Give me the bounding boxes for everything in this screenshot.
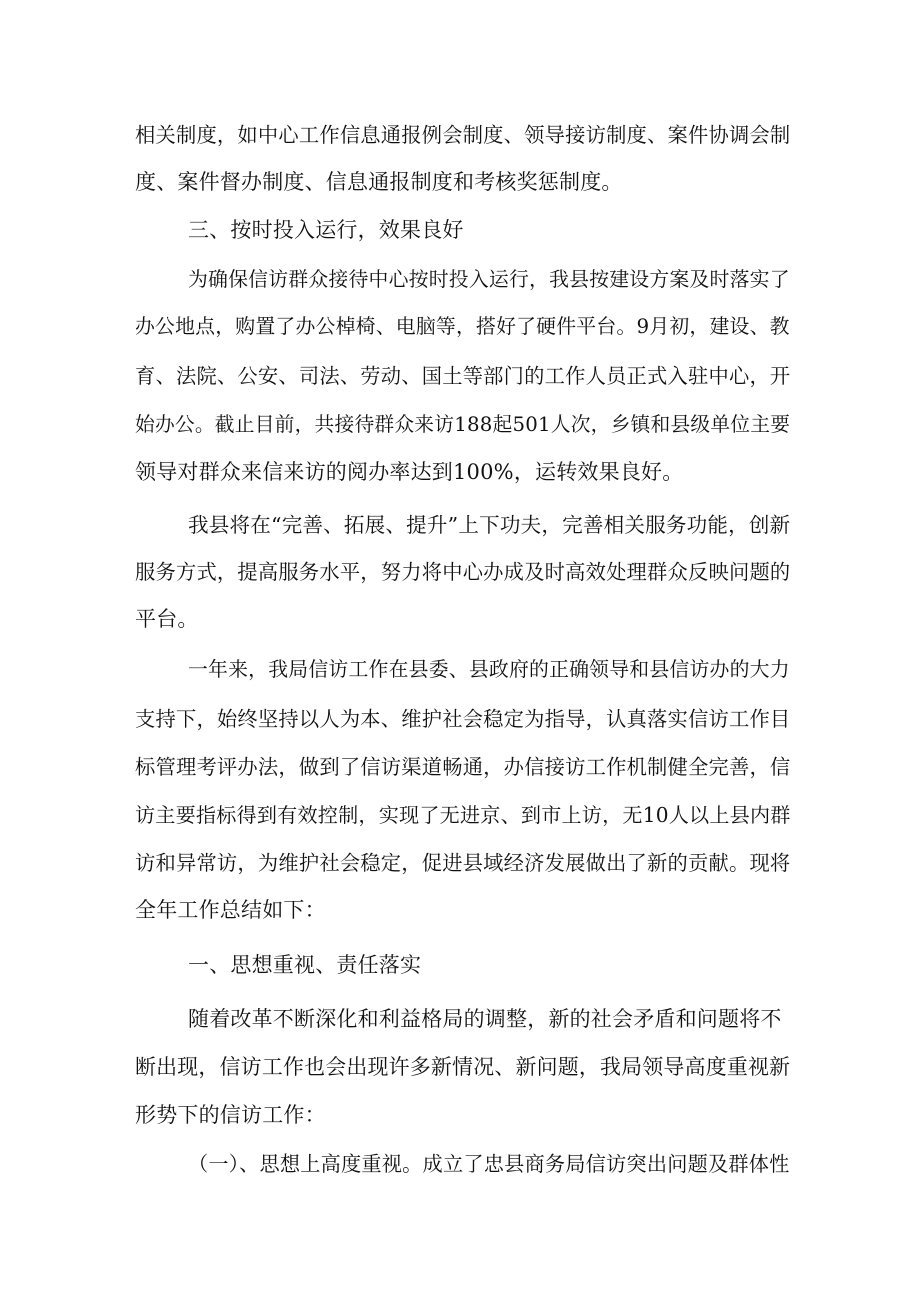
text-line: 全年工作总结如下： (135, 898, 326, 922)
text-line: 访和异常访，为维护社会稳定，促进县域经济发展做出了新的贡献。现将 (135, 851, 791, 875)
text-line: 办公地点，购置了办公棹椅、电脑等，搭好了硬件平台。9月初，建设、教 (135, 315, 790, 338)
text-line: 度、案件督办制度、信息通报制度和考核奖惩制度。 (135, 170, 623, 194)
text-line: 平台。 (135, 607, 199, 631)
text-line: 随着改革不断深化和利益格局的调整，新的社会矛盾和问题将不 (188, 1007, 782, 1031)
section-heading: 三、按时投入运行，效果良好 (188, 218, 464, 242)
section-heading: 一、思想重视、责任落实 (188, 953, 422, 977)
text-line: 为确保信访群众接待中心按时投入运行，我县按建设方案及时落实了 (188, 268, 790, 291)
text-line: 服务方式，提高服务水平，努力将中心办成及时高效处理群众反映问题的 (135, 560, 791, 584)
text-line: 标管理考评办法，做到了信访渠道畅通，办信接访工作机制健全完善，信 (135, 755, 791, 779)
text-line: 形势下的信访工作： (135, 1103, 326, 1127)
text-line: 相关制度，如中心工作信息通报例会制度、领导接访制度、案件协调会制 (135, 123, 791, 147)
subsection-heading: （一）、思想上高度重视。成立了忠县商务局信访突出问题及群体性 (188, 1152, 790, 1176)
text-line: 断出现，信访工作也会出现许多新情况、新问题，我局领导高度重视新 (135, 1055, 791, 1079)
text-line: 我县将在“完善、拓展、提升”上下功夫，完善相关服务功能，创新 (188, 513, 791, 537)
text-line: 访主要指标得到有效控制，实现了无进京、到市上访，无10人以上县内群 (135, 803, 791, 827)
text-line: 始办公。截止目前，共接待群众来访188起501人次，乡镇和县级单位主要 (135, 413, 791, 436)
text-line: 育、法院、公安、司法、劳动、国土等部门的工作人员正式入驻中心，开 (135, 364, 791, 388)
text-line: 一年来，我局信访工作在县委、县政府的正确领导和县信访办的大力 (188, 658, 790, 681)
text-line: 领导对群众来信来访的阅办率达到100%，运转效果良好。 (135, 460, 684, 484)
text-line: 支持下，始终坚持以人为本、维护社会稳定为指导，认真落实信访工作目 (135, 707, 791, 731)
